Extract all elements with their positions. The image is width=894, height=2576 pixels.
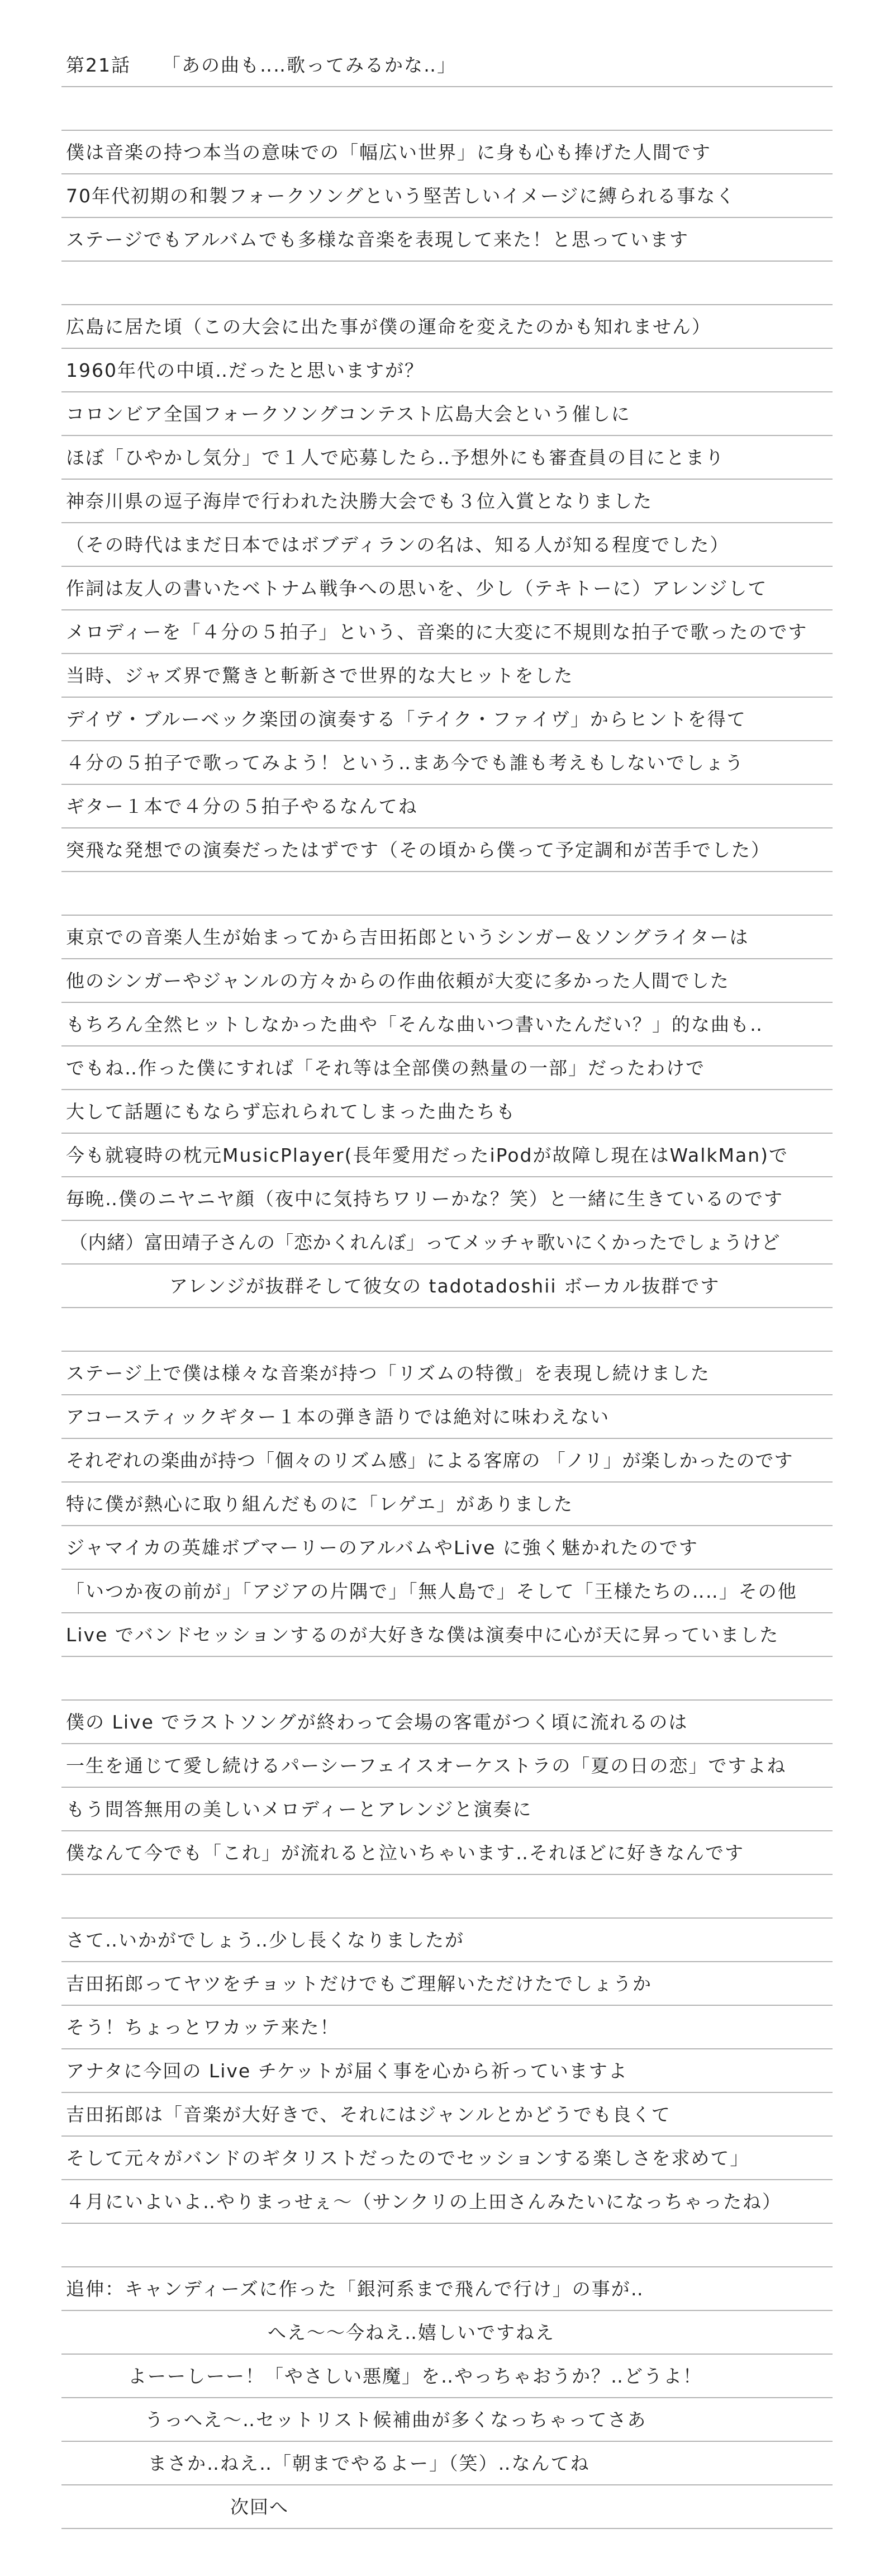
text-line: ギター１本で４分の５拍子やるなんてね bbox=[61, 785, 833, 828]
text-line: もちろん全然ヒットしなかった曲や「そんな曲いつ書いたんだい？」的な曲も‥ bbox=[61, 1003, 833, 1046]
text-line: メロディーを「４分の５拍子」という、音楽的に大変に不規則な拍子で歌ったのです bbox=[61, 610, 833, 654]
text-line: 吉田拓郎ってヤツをチョットだけでもご理解いただけたでしょうか bbox=[61, 1962, 833, 2006]
text-line: 今も就寝時の枕元MusicPlayer(長年愛用だったiPodが故障し現在はWalkMan)で bbox=[61, 1134, 833, 1177]
text-line: ４月にいよいよ‥やりまっせぇ～（サンクリの上田さんみたいになっちゃったね） bbox=[61, 2180, 833, 2224]
text-line: アコースティックギター１本の弾き語りでは絶対に味わえない bbox=[61, 1395, 833, 1439]
text-line: そう！ちょっとワカッテ来た！ bbox=[61, 2006, 833, 2049]
text-line: ジャマイカの英雄ボブマーリーのアルバムやLive に強く魅かれたのです bbox=[61, 1526, 833, 1570]
text-line: 僕の Live でラストソングが終わって会場の客電がつく頃に流れるのは bbox=[61, 1701, 833, 1744]
text-line: アナタに今回の Live チケットが届く事を心から祈っていますよ bbox=[61, 2049, 833, 2093]
text-line: コロンビア全国フォークソングコンテスト広島大会という催しに bbox=[61, 392, 833, 436]
episode-title: 「あの曲も‥‥歌ってみるかな‥」 bbox=[162, 54, 457, 76]
paragraph-6 bbox=[61, 1919, 833, 2224]
next-episode-label: 次回へ bbox=[61, 2485, 833, 2529]
paragraph-3 bbox=[61, 916, 833, 1308]
text-line-indented: アレンジが抜群そして彼女の tadotadoshii ボーカル抜群です bbox=[61, 1265, 833, 1308]
blank-line bbox=[61, 87, 833, 131]
blank-line bbox=[61, 1308, 833, 1352]
text-line: 作詞は友人の書いたベトナム戦争への思いを、少し（テキトーに）アレンジして bbox=[61, 567, 833, 610]
text-line: 神奈川県の逗子海岸で行われた決勝大会でも３位入賞となりました bbox=[61, 480, 833, 523]
text-line: 大して話題にもならず忘れられてしまった曲たちも bbox=[61, 1090, 833, 1134]
blank-line bbox=[61, 1657, 833, 1701]
text-line-aside: （内緒）富田靖子さんの「恋かくれんぼ」ってメッチャ歌いにくかったでしょうけど bbox=[61, 1221, 833, 1265]
text-line: ステージ上で僕は様々な音楽が持つ「リズムの特徴」を表現し続けました bbox=[61, 1352, 833, 1395]
text-line: ４分の５拍子で歌ってみよう！という‥まあ今でも誰も考えもしないでしょう bbox=[61, 741, 833, 785]
episode-number: 第21話 bbox=[66, 54, 131, 76]
text-line: デイヴ・ブルーベック楽団の演奏する「テイク・ファイヴ」からヒントを得て bbox=[61, 698, 833, 741]
text-line: 他のシンガーやジャンルの方々からの作曲依頼が大変に多かった人間でした bbox=[61, 959, 833, 1003]
text-line: 70年代初期の和製フォークソングという堅苦しいイメージに縛られる事なく bbox=[61, 174, 833, 218]
paragraph-2 bbox=[61, 305, 833, 872]
text-line: 広島に居た頃（この大会に出た事が僕の運命を変えたのかも知れません） bbox=[61, 305, 833, 349]
text-line: 僕は音楽の持つ本当の意味での「幅広い世界」に身も心も捧げた人間です bbox=[61, 131, 833, 174]
text-line: （その時代はまだ日本ではボブディランの名は、知る人が知る程度でした） bbox=[61, 523, 833, 567]
text-line: 東京での音楽人生が始まってから吉田拓郎というシンガー＆ソングライターは bbox=[61, 916, 833, 959]
text-line: 吉田拓郎は「音楽が大好きで、それにはジャンルとかどうでも良くて bbox=[61, 2093, 833, 2137]
blank-line bbox=[61, 262, 833, 305]
text-line: 突飛な発想での演奏だったはずです（その頃から僕って予定調和が苦手でした） bbox=[61, 828, 833, 872]
text-line: 僕なんて今でも「これ」が流れると泣いちゃいます‥それほどに好きなんです bbox=[61, 1831, 833, 1875]
postscript bbox=[61, 2267, 833, 2529]
postscript-line: 追伸：キャンディーズに作った「銀河系まで飛んで行け」の事が‥ bbox=[61, 2267, 833, 2311]
text-line: さて‥いかがでしょう‥少し長くなりましたが bbox=[61, 1919, 833, 1962]
text-line: 当時、ジャズ界で驚きと斬新さで世界的な大ヒットをした bbox=[61, 654, 833, 698]
text-line: 一生を通じて愛し続けるパーシーフェイスオーケストラの「夏の日の恋」ですよね bbox=[61, 1744, 833, 1788]
lined-paper bbox=[61, 44, 833, 2529]
paragraph-5 bbox=[61, 1701, 833, 1875]
postscript-line: よーーしーー！「やさしい悪魔」を‥やっちゃおうか？‥どうよ！ bbox=[61, 2355, 833, 2398]
postscript-line: まさか‥ねえ‥「朝までやるよー」（笑）‥なんてね bbox=[61, 2442, 833, 2485]
text-line: Live でバンドセッションするのが大好きな僕は演奏中に心が天に昇っていました bbox=[61, 1613, 833, 1657]
text-line: そして元々がバンドのギタリストだったのでセッションする楽しさを求めて」 bbox=[61, 2137, 833, 2180]
text-line: ステージでもアルバムでも多様な音楽を表現して来た！と思っています bbox=[61, 218, 833, 262]
text-line: 「いつか夜の前が」「アジアの片隅で」「無人島で」そして「王様たちの‥‥」その他 bbox=[61, 1570, 833, 1613]
text-line: 1960年代の中頃‥だったと思いますが？ bbox=[61, 349, 833, 392]
blank-line bbox=[61, 2224, 833, 2267]
paragraph-1 bbox=[61, 131, 833, 262]
blank-line bbox=[61, 872, 833, 916]
text-line: 毎晩‥僕のニヤニヤ顔（夜中に気持ちワリーかな？笑）と一緒に生きているのです bbox=[61, 1177, 833, 1221]
text-line: でもね‥作った僕にすれば「それ等は全部僕の熱量の一部」だったわけで bbox=[61, 1046, 833, 1090]
blank-line bbox=[61, 1875, 833, 1919]
text-line: もう問答無用の美しいメロディーとアレンジと演奏に bbox=[61, 1788, 833, 1831]
paragraph-4 bbox=[61, 1352, 833, 1657]
title-line bbox=[61, 44, 833, 87]
text-line: それぞれの楽曲が持つ「個々のリズム感」による客席の 「ノリ」が楽しかったのです bbox=[61, 1439, 833, 1483]
postscript-line: うっへえ～‥セットリスト候補曲が多くなっちゃってさあ bbox=[61, 2398, 833, 2442]
postscript-line: へえ～～今ねえ‥嬉しいですねえ bbox=[61, 2311, 833, 2355]
text-line: ほぼ「ひやかし気分」で１人で応募したら‥予想外にも審査員の目にとまり bbox=[61, 436, 833, 480]
text-line: 特に僕が熱心に取り組んだものに「レゲエ」がありました bbox=[61, 1483, 833, 1526]
